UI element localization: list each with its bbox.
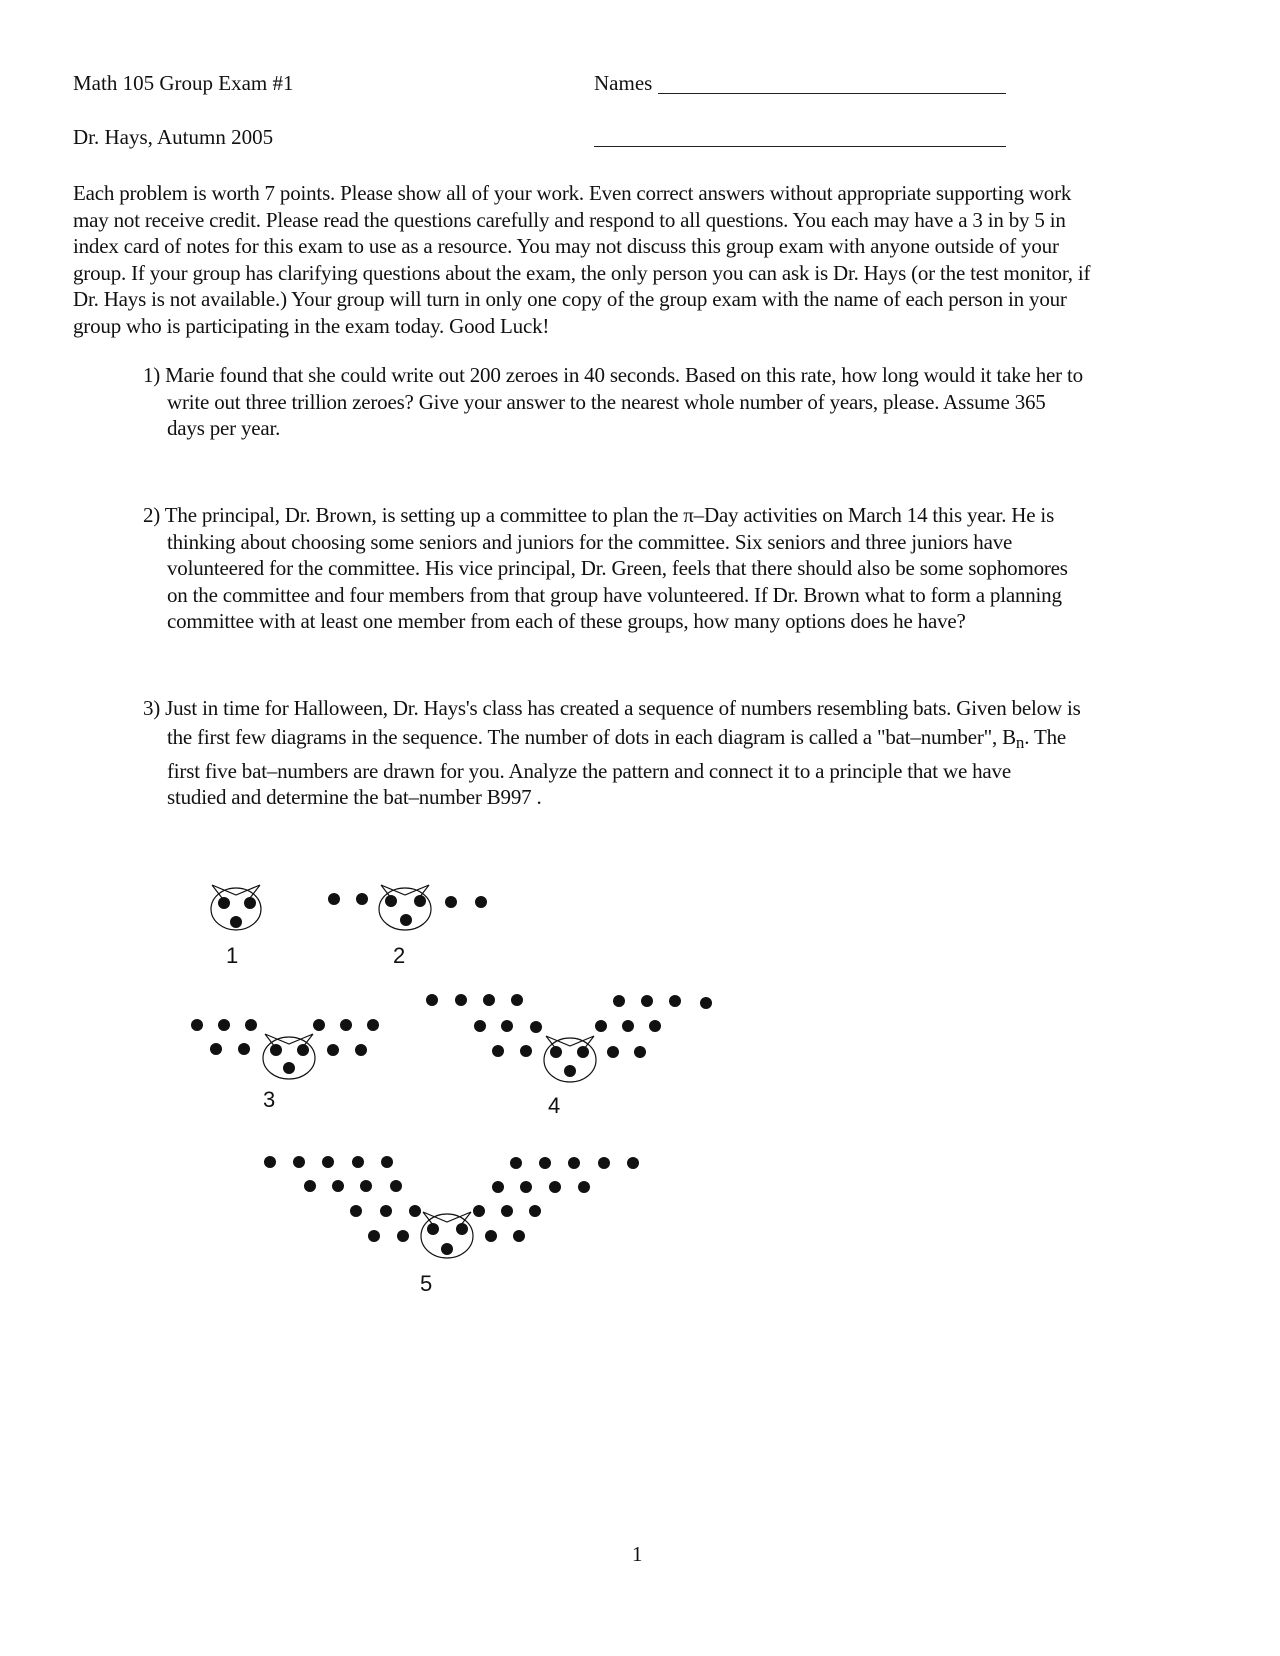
dot	[313, 1019, 325, 1031]
dot	[340, 1019, 352, 1031]
dot	[577, 1046, 589, 1058]
problem-1-line-3: days per year.	[167, 416, 281, 440]
problem-text: Just in time for Halloween, Dr. Hays's class has created a sequence of numbers resembling bats. Given below is	[165, 696, 1081, 720]
problem-1	[143, 362, 1173, 442]
dot	[550, 1046, 562, 1058]
dot	[598, 1157, 610, 1169]
dot	[352, 1156, 364, 1168]
instruction-line: group who is participating in the exam today. Good Luck!	[73, 313, 550, 338]
dot	[304, 1180, 316, 1192]
problem-1-line-1	[143, 362, 1173, 389]
instruction-line: index card of notes for this exam to use as a resource. You may not discuss this group exam with anyone outside of your	[73, 234, 1059, 258]
dot	[530, 1021, 542, 1033]
dot	[380, 1205, 392, 1217]
dot	[327, 1044, 339, 1056]
problem-number: 2)	[143, 503, 161, 527]
dot	[700, 997, 712, 1009]
dot	[641, 995, 653, 1007]
dot	[613, 995, 625, 1007]
names-blank-line-2[interactable]	[594, 146, 1006, 147]
instructions	[73, 180, 1213, 339]
figure-label: 5	[420, 1271, 433, 1296]
bat-head	[544, 1038, 596, 1082]
problem-number: 3)	[143, 696, 161, 720]
figure-label: 1	[226, 943, 239, 968]
dot	[244, 897, 256, 909]
bat-ears	[546, 1036, 594, 1049]
page-number: 1	[632, 1542, 643, 1566]
problem-number: 1)	[143, 363, 161, 387]
dot	[456, 1223, 468, 1235]
instruction-line: group. If your group has clarifying questions about the exam, the only person you can ask is Dr. Hays (or the test monitor, if	[73, 260, 1091, 285]
dot	[578, 1181, 590, 1193]
dot	[474, 1020, 486, 1032]
dot	[492, 1181, 504, 1193]
problem-3-line-1	[143, 695, 1173, 722]
dot	[390, 1180, 402, 1192]
dot	[634, 1046, 646, 1058]
dot	[322, 1156, 334, 1168]
dot	[230, 916, 242, 928]
dot	[649, 1020, 661, 1032]
dot	[367, 1019, 379, 1031]
dot	[492, 1045, 504, 1057]
dot	[238, 1043, 250, 1055]
figure-label: 2	[393, 943, 406, 968]
instructor-term: Dr. Hays, Autumn 2005	[73, 125, 274, 149]
dot	[356, 893, 368, 905]
instruction-line: Dr. Hays is not available.) Your group will turn in only one copy of the group exam with the name of each person in your	[73, 287, 1067, 311]
dot	[283, 1062, 295, 1074]
bat-4	[426, 994, 712, 1118]
dot	[218, 1019, 230, 1031]
instruction-line: may not receive credit. Please read the questions carefully and respond to all questions. You each may have a 3 in by 5 in	[73, 207, 1066, 232]
dot	[355, 1044, 367, 1056]
dot	[381, 1156, 393, 1168]
bat-1	[211, 885, 261, 968]
dot	[360, 1180, 372, 1192]
dot	[607, 1046, 619, 1058]
problem-2-line-1	[143, 502, 1173, 529]
dot	[427, 1223, 439, 1235]
bat-3	[191, 1019, 379, 1112]
dot	[328, 893, 340, 905]
dot	[627, 1157, 639, 1169]
dot	[332, 1180, 344, 1192]
instruction-line: Each problem is worth 7 points. Please show all of your work. Even correct answers without appropriate supporting work	[73, 181, 1072, 205]
dot	[350, 1205, 362, 1217]
subscript-n: n	[1015, 732, 1025, 752]
dot	[210, 1043, 222, 1055]
bat-5	[264, 1156, 639, 1296]
dot	[595, 1020, 607, 1032]
dot	[426, 994, 438, 1006]
bat-ears	[423, 1212, 471, 1225]
dot	[483, 994, 495, 1006]
dot	[400, 914, 412, 926]
dot	[297, 1044, 309, 1056]
bat-2	[328, 885, 487, 968]
dot	[218, 897, 230, 909]
problem-2-line-5: committee with at least one member from each of these groups, how many options does he have?	[167, 609, 966, 633]
problem-3-line-4: studied and determine the bat–number B997 .	[167, 785, 542, 809]
figure-label: 4	[548, 1093, 561, 1118]
problem-2-line-4: on the committee and four members from that group have volunteered. If Dr. Brown what to form a planning	[167, 582, 1062, 607]
dot	[293, 1156, 305, 1168]
bat-ears	[381, 885, 429, 898]
dot	[501, 1020, 513, 1032]
names-blank-line-1[interactable]	[658, 93, 1006, 94]
dot	[511, 994, 523, 1006]
dot	[539, 1157, 551, 1169]
bat-head	[211, 888, 261, 930]
course-title: Math 105 Group Exam #1	[73, 71, 294, 95]
dot	[622, 1020, 634, 1032]
dot	[568, 1157, 580, 1169]
dot	[549, 1181, 561, 1193]
dot	[501, 1205, 513, 1217]
dot	[520, 1045, 532, 1057]
dot	[529, 1205, 541, 1217]
dot	[669, 995, 681, 1007]
dot	[368, 1230, 380, 1242]
problem-text: . The	[1024, 724, 1067, 749]
problem-text: The principal, Dr. Brown, is setting up a committee to plan the π–Day activities on March 14 this year. He is	[164, 503, 1055, 527]
bat-head	[263, 1037, 315, 1079]
figure-label: 3	[263, 1087, 276, 1112]
problem-2-line-2: thinking about choosing some seniors and juniors for the committee. Six seniors and three juniors have	[167, 529, 1013, 554]
names-label: Names	[594, 71, 653, 95]
problem-3-line-2	[143, 722, 1173, 758]
dot	[245, 1019, 257, 1031]
bat-head	[421, 1214, 473, 1258]
dot	[510, 1157, 522, 1169]
dot	[445, 896, 457, 908]
dot	[397, 1230, 409, 1242]
dot	[455, 994, 467, 1006]
dot	[409, 1205, 421, 1217]
dot	[473, 1205, 485, 1217]
problem-text: the first few diagrams in the sequence. The number of dots in each diagram is called a "bat–number", B	[167, 724, 1016, 749]
dot	[385, 895, 397, 907]
problem-1-line-2: write out three trillion zeroes? Give your answer to the nearest whole number of years, please. Assume 365	[167, 389, 1046, 414]
dot	[520, 1181, 532, 1193]
dot	[513, 1230, 525, 1242]
problem-2-line-3: volunteered for the committee. His vice principal, Dr. Green, feels that there should also be some sophomores	[167, 556, 1068, 580]
problem-3	[143, 695, 1173, 811]
problem-3-line-3: first five bat–numbers are drawn for you. Analyze the pattern and connect it to a principle that we have	[167, 758, 1011, 783]
dot	[564, 1065, 576, 1077]
dot	[414, 895, 426, 907]
dot	[475, 896, 487, 908]
bat-ears	[212, 885, 260, 898]
bat-head	[379, 888, 431, 930]
dot	[441, 1243, 453, 1255]
dot	[264, 1156, 276, 1168]
problem-2	[143, 502, 1173, 635]
dot	[485, 1230, 497, 1242]
problem-text: Marie found that she could write out 200 zeroes in 40 seconds. Based on this rate, how long would it take her to	[165, 363, 1083, 387]
dot	[191, 1019, 203, 1031]
dot	[270, 1044, 282, 1056]
bat-ears	[265, 1034, 313, 1047]
